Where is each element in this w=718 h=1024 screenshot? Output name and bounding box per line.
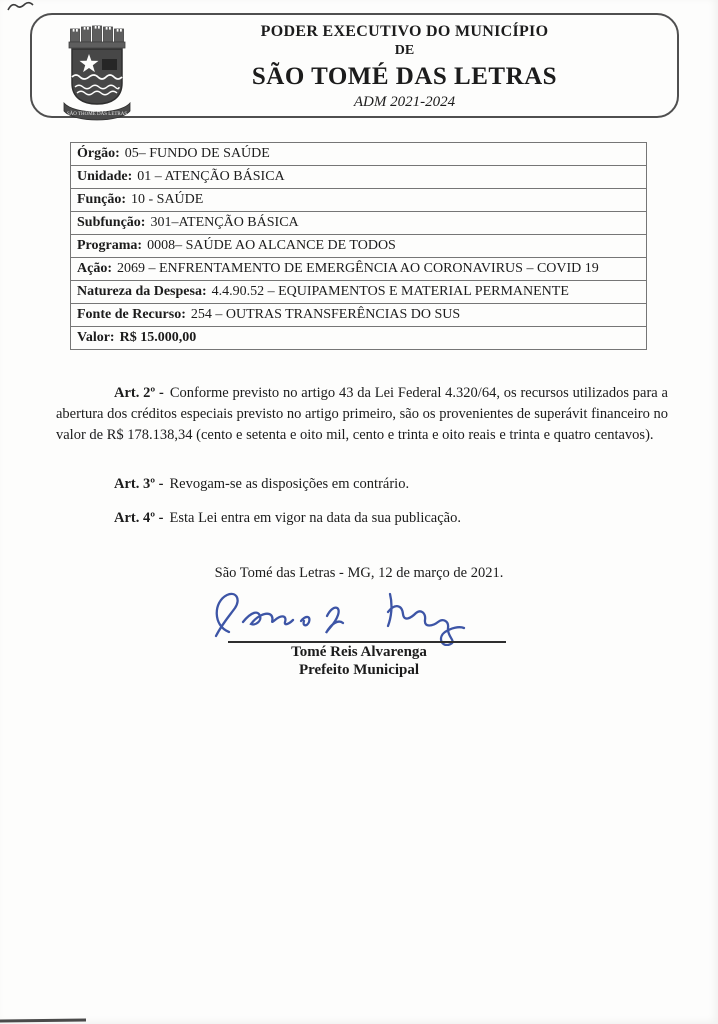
municipal-coat-of-arms-icon	[56, 19, 138, 125]
letterhead-line2: DE	[394, 43, 415, 59]
article-3-label: Art. 3º -	[114, 476, 164, 492]
letterhead-administration-term: ADM 2021-2024	[353, 94, 456, 110]
article-2-label: Art. 2º -	[114, 385, 164, 401]
table-row-funcao	[70, 188, 647, 212]
row-label: Unidade:	[77, 169, 133, 184]
letterhead-municipality-name: SÃO TOMÉ DAS LETRAS	[251, 62, 558, 90]
article-4-paragraph	[56, 508, 668, 529]
row-value: 0008– SAÚDE AO ALCANCE DE TODOS	[147, 238, 396, 253]
row-value: R$ 15.000,00	[119, 330, 197, 345]
scan-artifact-edge	[0, 1019, 86, 1023]
row-value: 01 – ATENÇÃO BÁSICA	[137, 169, 285, 184]
row-label: Fonte de Recurso:	[77, 307, 186, 322]
letterhead-title-block	[142, 22, 667, 112]
row-value: 05– FUNDO DE SAÚDE	[124, 146, 270, 161]
row-value: 4.4.90.52 – EQUIPAMENTOS E MATERIAL PERMANENTE	[211, 284, 569, 299]
letterhead-line1: PODER EXECUTIVO DO MUNICÍPIO	[260, 23, 549, 41]
row-label: Programa:	[77, 238, 143, 253]
row-label: Órgão:	[77, 146, 120, 161]
signer-name: Tomé Reis Alvarenga	[291, 644, 427, 660]
row-label: Natureza da Despesa:	[77, 284, 207, 299]
budget-classification-table	[70, 142, 647, 350]
handwritten-signature	[205, 586, 507, 646]
row-value: 2069 – ENFRENTAMENTO DE EMERGÊNCIA AO CORONAVIRUS – COVID 19	[117, 261, 599, 276]
table-row-natureza-despesa	[70, 280, 647, 304]
crest-ribbon-text: SÃO THOMÉ DAS LETRAS	[66, 112, 128, 117]
table-row-acao	[70, 257, 647, 281]
signature-rule-line	[228, 641, 506, 643]
row-value: 301–ATENÇÃO BÁSICA	[150, 215, 299, 230]
scan-artifact-mark	[6, 1, 36, 13]
article-2-text: Conforme previsto no artigo 43 da Lei Federal 4.320/64, os recursos utilizados para a abertura dos créditos especiais previsto no artigo primeiro, são os provenientes de superávit financeiro no valor de R$ 178.138,34 (cento e setenta e oito mil, cento e trinta e oito reais e trinta e quatro centavos).	[56, 385, 668, 443]
article-3-paragraph	[56, 474, 668, 495]
table-row-unidade	[70, 165, 647, 189]
article-4-label: Art. 4º -	[114, 510, 164, 526]
row-label: Subfunção:	[77, 215, 146, 230]
row-value: 254 – OUTRAS TRANSFERÊNCIAS DO SUS	[190, 307, 461, 322]
table-row-orgao	[70, 142, 647, 166]
article-3-text: Revogam-se as disposições em contrário.	[169, 476, 410, 492]
row-label: Função:	[77, 192, 126, 207]
table-row-fonte-recurso	[70, 303, 647, 327]
table-row-valor	[70, 326, 647, 350]
article-2-paragraph	[56, 383, 668, 446]
table-row-programa	[70, 234, 647, 258]
letterhead	[30, 13, 679, 118]
table-row-subfuncao	[70, 211, 647, 235]
row-value: 10 - SAÚDE	[131, 192, 204, 207]
row-label: Ação:	[77, 261, 112, 276]
signer-title: Prefeito Municipal	[298, 662, 420, 678]
row-label: Valor:	[77, 330, 115, 345]
place-and-date-line: São Tomé das Letras - MG, 12 de março de 2021.	[214, 565, 504, 581]
article-4-text: Esta Lei entra em vigor na data da sua publicação.	[169, 510, 461, 526]
